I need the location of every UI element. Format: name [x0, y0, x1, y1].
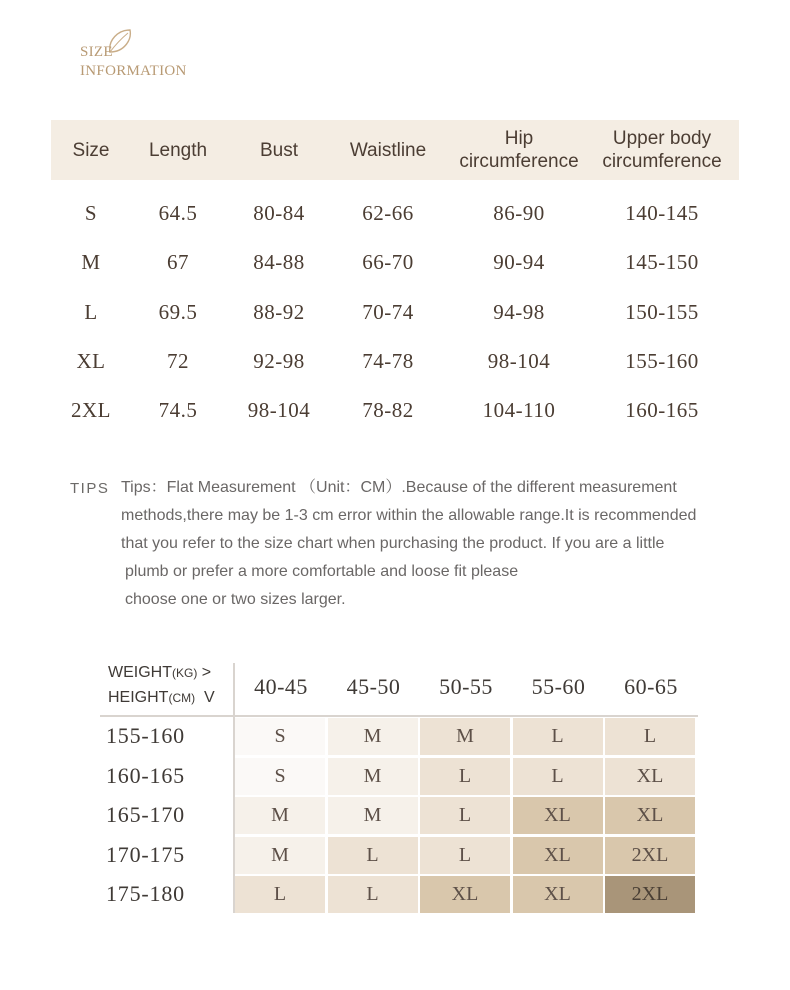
size-cell: 90-94: [493, 250, 545, 275]
height-row-label: 155-160: [106, 723, 185, 748]
weight-column-label: 55-60: [531, 674, 586, 699]
size-recommendation-cell: L: [420, 758, 510, 795]
size-cell: 140-145: [625, 201, 699, 226]
size-cell: 94-98: [493, 299, 545, 324]
size-table: [51, 120, 739, 435]
size-recommendation-cell: XL: [513, 876, 603, 913]
header-length: [131, 139, 225, 162]
size-cell: 74.5: [158, 398, 198, 423]
tips-line: plumb or prefer a more comfortable and loose fit please: [125, 563, 519, 580]
size-row-xl: [51, 337, 739, 386]
size-recommendation-cell: XL: [605, 758, 695, 795]
logo-line-size: SIZE: [80, 44, 113, 60]
height-unit: (CM): [168, 691, 196, 705]
height-row-label: 170-175: [106, 841, 185, 867]
horizontal-divider: [100, 715, 698, 717]
height-row-label: 165-170: [106, 802, 185, 827]
size-cell: 74-78: [362, 349, 414, 374]
size-cell: 69.5: [158, 299, 198, 324]
weight-arrow-icon: >: [201, 664, 212, 681]
header-size: [51, 139, 131, 162]
tips-line: choose one or two sizes larger.: [125, 591, 346, 608]
size-table-header: [51, 120, 739, 180]
height-arrow-icon: V: [204, 689, 215, 706]
size-cell: 155-160: [625, 349, 699, 374]
header-upper-body: [595, 127, 729, 173]
size-cell: 66-70: [362, 250, 414, 275]
size-cell: M: [81, 250, 101, 275]
size-recommendation-cell: L: [328, 837, 418, 874]
size-recommendation-cell: L: [605, 718, 695, 755]
header-text: circumference: [602, 151, 722, 172]
header-text: Size: [72, 139, 110, 161]
size-recommendation-cell: L: [513, 758, 603, 795]
size-cell: 150-155: [625, 299, 699, 324]
size-cell: 62-66: [362, 201, 414, 226]
height-label: HEIGHT: [108, 689, 169, 706]
size-cell: 88-92: [253, 299, 305, 324]
size-cell: 92-98: [253, 349, 305, 374]
header-text: Hip: [504, 128, 534, 149]
size-cell: 98-104: [487, 349, 551, 374]
size-information-logo: [80, 28, 220, 88]
size-row-s: [51, 189, 739, 238]
size-cell: 78-82: [362, 398, 414, 423]
weight-label: WEIGHT: [108, 664, 172, 681]
size-recommendation-cell: XL: [513, 797, 603, 834]
size-row-m: [51, 238, 739, 287]
size-recommendation-cell: 2XL: [605, 837, 695, 874]
weight-axis-label: [108, 664, 211, 682]
weight-height-chart: [100, 660, 700, 920]
size-cell: 72: [167, 349, 189, 374]
header-waistline: [333, 139, 443, 162]
weight-column-label: 50-55: [439, 674, 493, 699]
header-text: circumference: [459, 151, 579, 172]
size-recommendation-cell: M: [420, 718, 510, 755]
size-recommendation-cell: M: [328, 797, 418, 834]
size-cell: L: [84, 299, 98, 324]
size-cell: 80-84: [253, 201, 305, 226]
tips-label: TIPS: [70, 480, 110, 497]
header-bust: [225, 139, 333, 162]
size-recommendation-cell: L: [235, 876, 325, 913]
size-row-2xl: [51, 386, 739, 435]
size-cell: 98-104: [247, 398, 311, 423]
size-recommendation-cell: M: [235, 797, 325, 834]
size-cell: S: [84, 201, 98, 226]
size-cell: 64.5: [158, 201, 198, 226]
size-cell: 104-110: [482, 398, 556, 423]
size-cell: 145-150: [625, 250, 699, 275]
header-hip: [443, 127, 595, 173]
size-recommendation-cell: M: [328, 718, 418, 755]
weight-column-label: 45-50: [346, 674, 401, 699]
size-recommendation-cell: XL: [605, 797, 695, 834]
size-recommendation-cell: M: [235, 837, 325, 874]
size-recommendation-cell: XL: [420, 876, 510, 913]
size-row-l: [51, 288, 739, 337]
size-cell: 2XL: [71, 398, 111, 423]
height-row-label: 175-180: [106, 881, 185, 906]
size-recommendation-cell: L: [328, 876, 418, 913]
size-cell: 86-90: [493, 201, 545, 226]
size-recommendation-cell: L: [420, 837, 510, 874]
header-text: Waistline: [349, 139, 427, 161]
tips-line: that you refer to the size chart when purchasing the product. If you are a little: [121, 535, 665, 552]
size-cell: 67: [167, 250, 189, 275]
header-text: Length: [148, 139, 208, 161]
header-text: Upper body: [612, 128, 712, 149]
tips-line: Tips：Flat Measurement （Unit：CM）.Because of the different measurement: [121, 479, 677, 496]
size-recommendation-cell: S: [235, 718, 325, 755]
weight-column-label: 40-45: [254, 674, 308, 699]
size-cell: 84-88: [253, 250, 305, 275]
height-row-label: 160-165: [106, 762, 185, 788]
tips-text: [121, 474, 731, 614]
size-table-body: [51, 180, 739, 435]
weight-unit: (KG): [172, 666, 198, 680]
weight-column-label: 60-65: [624, 674, 678, 699]
size-recommendation-cell: M: [328, 758, 418, 795]
size-recommendation-cell: L: [420, 797, 510, 834]
tips-line: methods,there may be 1-3 cm error within the allowable range.It is recommended: [121, 507, 697, 524]
size-recommendation-cell: S: [235, 758, 325, 795]
size-cell: XL: [76, 349, 106, 374]
height-axis-label: [108, 689, 215, 707]
size-recommendation-cell: L: [513, 718, 603, 755]
header-text: Bust: [259, 139, 299, 161]
logo-line-information: INFORMATION: [80, 63, 187, 79]
size-cell: 70-74: [362, 299, 414, 324]
size-recommendation-cell: XL: [513, 837, 603, 874]
size-recommendation-cell: 2XL: [605, 876, 695, 913]
size-cell: 160-165: [625, 398, 699, 423]
